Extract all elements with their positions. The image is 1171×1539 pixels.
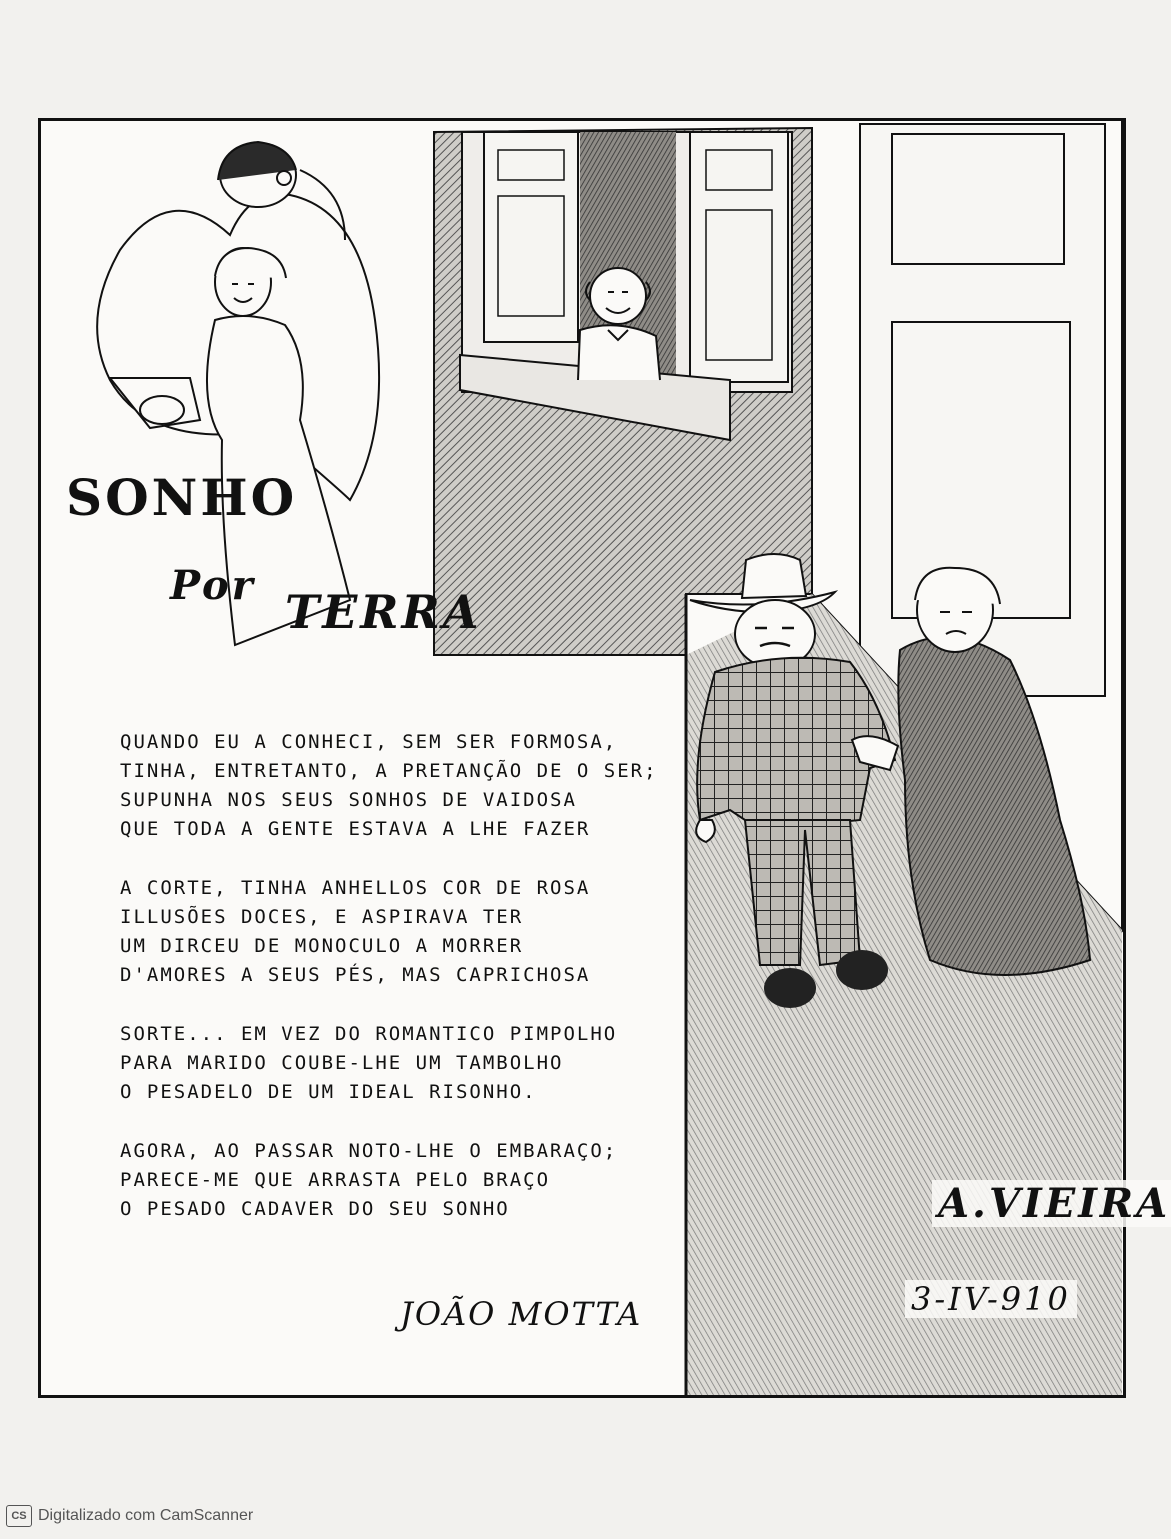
poem-line: O PESADELO DE UM IDEAL RISONHO. (120, 1081, 537, 1103)
camscanner-logo-icon: CS (6, 1505, 32, 1527)
title-line-2: Por (170, 562, 256, 609)
poem-line: SUPUNHA NOS SEUS SONHOS DE VAIDOSA (120, 789, 577, 811)
scanner-label: Digitalizado com CamScanner (38, 1507, 254, 1524)
poem-line: PARECE-ME QUE ARRASTA PELO BRAÇO (120, 1169, 551, 1191)
stanza-2 (120, 874, 690, 990)
stanza-3 (120, 1020, 690, 1107)
poem-line: D'AMORES A SEUS PÉS, MAS CAPRICHOSA (120, 964, 591, 986)
poem-line: O PESADO CADAVER DO SEU SONHO (120, 1198, 510, 1220)
title-line-3: TERRA (285, 585, 482, 639)
poem-line: QUANDO EU A CONHECI, SEM SER FORMOSA, (120, 731, 618, 753)
poem-line: TINHA, ENTRETANTO, A PRETANÇÃO DE O SER; (120, 760, 658, 782)
poem-line: SORTE... EM VEZ DO ROMANTICO PIMPOLHO (120, 1023, 618, 1045)
window-man-head (590, 268, 646, 324)
poem-line: AGORA, AO PASSAR NOTO-LHE O EMBARAÇO; (120, 1140, 618, 1162)
poem-line: QUE TODA A GENTE ESTAVA A LHE FAZER (120, 818, 591, 840)
artist-signature: A.VIEIRA (932, 1180, 1171, 1227)
stanza-4 (120, 1137, 690, 1224)
title-line-1: SONHO (66, 468, 298, 527)
poem-line: ILLUSÕES DOCES, E ASPIRAVA TER (120, 906, 524, 928)
man-hat (742, 554, 806, 598)
poem-line: PARA MARIDO COUBE-LHE UM TAMBOLHO (120, 1052, 564, 1074)
date: 3-IV-910 (905, 1280, 1077, 1318)
author-signature: JOÃO MOTTA (400, 1295, 643, 1333)
poem (120, 728, 690, 1254)
poem-line: A CORTE, TINHA ANHELLOS COR DE ROSA (120, 877, 591, 899)
stanza-1 (120, 728, 690, 844)
poem-line: UM DIRCEU DE MONOCULO A MORRER (120, 935, 524, 957)
scanner-watermark (6, 1505, 253, 1527)
